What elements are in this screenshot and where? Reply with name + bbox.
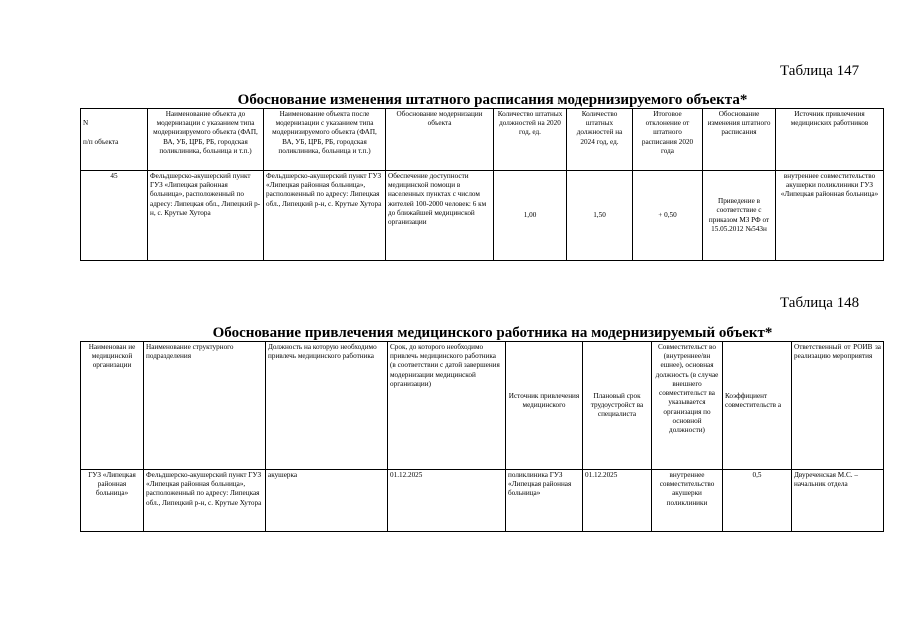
cell-name-after: Фельдшерско-акушерский пункт ГУЗ «Липецкая районная больница», расположенный по адресу: Липецкая обл., Липецкий р-н, с. Крутые Хутора	[264, 171, 386, 261]
cell-source: внутреннее совместительство акушерки поликлиники ГУЗ «Липецкая районная больница»	[776, 171, 884, 261]
header-coefficient: Коэффициент совместительств а	[723, 342, 792, 470]
cell-justification: Обеспечение доступности медицинской помощи в населенных пунктах с числом жителей 100-2000 человек: 6 км до ближайшей медицинской организации	[386, 171, 494, 261]
cell-num: 45	[81, 171, 148, 261]
cell-count-2024: 1,50	[567, 171, 633, 261]
header-num-top: N	[83, 119, 89, 127]
cell-position: акушерка	[266, 470, 388, 532]
cell-responsible: Двуреченская М.С. – начальник отдела	[792, 470, 884, 532]
header-combination: Совместительст во (внутреннее/вн ешнее), основная должность (в случае внешнего совместительст ва указывается организация по основной должности)	[652, 342, 723, 470]
header-position: Должность на которую необходимо привлечь медицинского работника	[266, 342, 388, 470]
cell-change-reason: Приведение в соответствие с приказом МЗ РФ от 15.05.2012 №543н	[703, 171, 776, 261]
cell-deviation: + 0,50	[633, 171, 703, 261]
table-148-title: Обоснование привлечения медицинского работника на модернизируемый объект*	[212, 325, 773, 341]
header-deadline: Срок, до которого необходимо привлечь медицинского работника (в соответствии с датой завершения модернизации медицинской организации)	[388, 342, 506, 470]
table-row	[81, 470, 884, 532]
header-source: Источник привлечения медицинских работников	[776, 109, 884, 171]
header-justification: Обоснование модернизации объекта	[386, 109, 494, 171]
cell-source: поликлиника ГУЗ «Липецкая районная больница»	[506, 470, 583, 532]
cell-deadline: 01.12.2025	[388, 470, 506, 532]
table-row	[81, 171, 884, 261]
cell-count-2020: 1,00	[494, 171, 567, 261]
header-unit-name: Наименование структурного подразделения	[144, 342, 266, 470]
header-name-before: Наименование объекта до модернизации с указанием типа модернизируемого объекта (ФАП, ВА, УБ, ЦРБ, РБ, городская поликлиника, больница и т.п.)	[148, 109, 264, 171]
table-148-header-row	[81, 342, 884, 470]
cell-unit-name: Фельдшерско-акушерский пункт ГУЗ «Липецкая районная больница», расположенный по адресу: Липецкая обл., Липецкий р-н, с. Крутые Хутора	[144, 470, 266, 532]
header-responsible: Ответственный от РОИВ за реализацию мероприятия	[792, 342, 884, 470]
header-source: Источник привлечения медицинского	[506, 342, 583, 470]
header-count-2024: Количество штатных должностей на 2024 год, ед.	[567, 109, 633, 171]
cell-combination: внутреннее совместительство акушерки поликлиники	[652, 470, 723, 532]
cell-org-name: ГУЗ «Липецкая районная больница»	[81, 470, 144, 532]
table-147	[80, 108, 884, 261]
table-148	[80, 341, 884, 532]
header-num	[81, 109, 148, 171]
cell-planned-date: 01.12.2025	[583, 470, 652, 532]
header-org-name: Наименован ие медицинской организации	[81, 342, 144, 470]
table-147-label: Таблица 147	[780, 63, 860, 79]
table-148-label: Таблица 148	[780, 295, 860, 311]
header-count-2020: Количество штатных должностей на 2020 год, ед.	[494, 109, 567, 171]
cell-name-before: Фельдшерско-акушерский пункт ГУЗ «Липецкая районная больница», расположенный по адресу: Липецкая обл., Липецкий р-н, с. Крутые Хутора	[148, 171, 264, 261]
table-147-title: Обоснование изменения штатного расписания модернизируемого объекта*	[237, 92, 748, 108]
header-change-reason: Обоснование изменения штатного расписания	[703, 109, 776, 171]
header-deviation: Итоговое отклонение от штатного расписания 2020 года	[633, 109, 703, 171]
header-name-after: Наименование объекта после модернизации с указанием типа модернизируемого объекта (ФАП, ВА, УБ, ЦРБ, РБ, городская поликлиника, больница и т.п.)	[264, 109, 386, 171]
header-planned-date: Плановый срок трудоустройст ва специалиста	[583, 342, 652, 470]
cell-coefficient: 0,5	[723, 470, 792, 532]
table-147-header-row	[81, 109, 884, 171]
header-num-bottom: п/п объекта	[83, 138, 119, 147]
